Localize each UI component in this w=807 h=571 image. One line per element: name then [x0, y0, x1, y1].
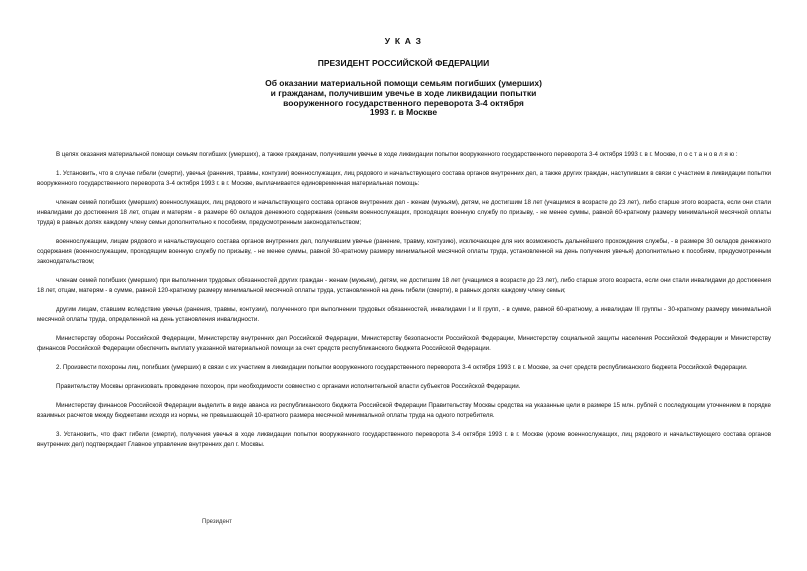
title-line: вооруженного государственного переворота 3-4 октября [283, 97, 524, 108]
body-paragraph: Министерству обороны Российской Федерации, Министерству внутренних дел Российской Федерации, Министерству безопасности Российской Федерации, Министерству социальной защиты населения Российской Федерации и Министерству финансов Российской Федерации обеспечить выплату указанной материальной помощи за счет средств республиканского бюджета Российской Федерации. [37, 335, 771, 353]
body-paragraph: Правительству Москвы организовать проведение похорон, при необходимости совместно с органами исполнительной власти субъектов Российской Федерации. [56, 383, 521, 390]
document-title [0, 79, 807, 118]
clause-1-paragraph: 1. Установить, что в случае гибели (смерти), увечья (ранения, травмы, контузии) военнослужащих, лиц рядового и начальствующего состава органов внутренних дел, а также других граждан, наступивших в связи с участием в ликвидации попытки вооруженного государственного переворота 3-4 октября 1993 г. в г. Москве, выплачивается единовременная материальная помощь: [37, 169, 771, 187]
preamble-paragraph: В целях оказания материальной помощи семьям погибших (умерших), а также гражданам, получившим увечье в ходе ликвидации попытки вооруженного государственного переворота 3-4 октября 1993 г. в г. Москве, п о с т а н о в л я ю : [56, 151, 738, 158]
signature-line: Президент [202, 519, 232, 525]
title-line: Об оказании материальной помощи семьям погибших (умерших) [265, 78, 542, 88]
issuer-heading: ПРЕЗИДЕНТ РОССИЙСКОЙ ФЕДЕРАЦИИ [317, 58, 490, 68]
body-paragraph: членам семей погибших (умерших) военнослужащих, лиц рядового и начальствующего состава органов внутренних дел - женам (мужьям), детям, не достигшим 18 лет (учащимся в возрасте до 23 лет), либо старше этого возраста, если они стали инвалидами до достижения 18 лет, отцам и матерям - в размере 60 окладов денежного содержания (семьям военнослужащих, проходящих военную службу по призыву, - не менее суммы, равной 60-кратному размеру минимальной месячной оплаты труда) в равных долях каждому члену семьи дополнительно к пособиям, предусмотренным законодательством; [37, 198, 771, 227]
body-paragraph: военнослужащим, лицам рядового и начальствующего состава органов внутренних дел, получившим увечье (ранение, травму, контузию), исключающее для них возможность дальнейшего прохождения службы, - в размере 30 окладов денежного содержания (военнослужащим, проходящим военную службу по призыву, - не менее суммы, равной 30-кратному размеру минимальной месячной оплаты труда, установленной на день получения увечья) дополнительно к пособиям, предусмотренным законодательством; [37, 238, 771, 266]
body-paragraph: другим лицам, ставшим вследствие увечья (ранения, травмы, контузии), полученного при выполнении трудовых обязанностей, инвалидами I и II групп, - в сумме, равной 60-кратному, а инвалидам III группы - 30-кратному размеру минимальной месячной оплаты труда, определенной на день установления инвалидности. [37, 306, 771, 324]
clause-3-paragraph: 3. Установить, что факт гибели (смерти), получения увечья в ходе ликвидации попытки вооруженного государственного переворота 3-4 октября 1993 г. в г. Москве (кроме военнослужащих, лиц рядового и начальствующего состава органов внутренних дел) подтверждает Главное управление внутренних дел г. Москвы. [37, 430, 771, 448]
document-type-heading: У К А З [384, 36, 423, 46]
title-line: 1993 г. в Москве [369, 107, 438, 118]
clause-2-paragraph: 2. Произвести похороны лиц, погибших (умерших) в связи с их участием в ликвидации попытки вооруженного государственного переворота 3-4 октября 1993 г. в г. Москве, за счет средств республиканского бюджета Российской Федерации. [56, 364, 748, 372]
title-line: и гражданам, получившим увечье в ходе ликвидации попытки [270, 87, 537, 98]
document-body [37, 150, 771, 459]
body-paragraph: Министерству финансов Российской Федерации выделить в виде аванса из республиканского бюджета Российской Федерации Правительству Москвы средства на указанные цели в размере 15 млн. рублей с последующим уточнением в порядке взаимных расчетов между бюджетами исходя из нормы, не превышающей 10-кратного размера месячной минимальной оплаты труда на одного потребителя. [37, 401, 771, 419]
body-paragraph: членам семей погибших (умерших) при выполнении трудовых обязанностей других граждан - женам (мужьям), детям, не достигшим 18 лет (учащимся в возрасте до 23 лет), либо старше этого возраста, если они стали инвалидами до достижения 18 лет, отцам, матерям - в сумме, равной 120-кратному размеру минимальной месячной оплаты труда, установленной на день гибели (смерти), в равных долях каждому члену семьи; [37, 277, 771, 295]
